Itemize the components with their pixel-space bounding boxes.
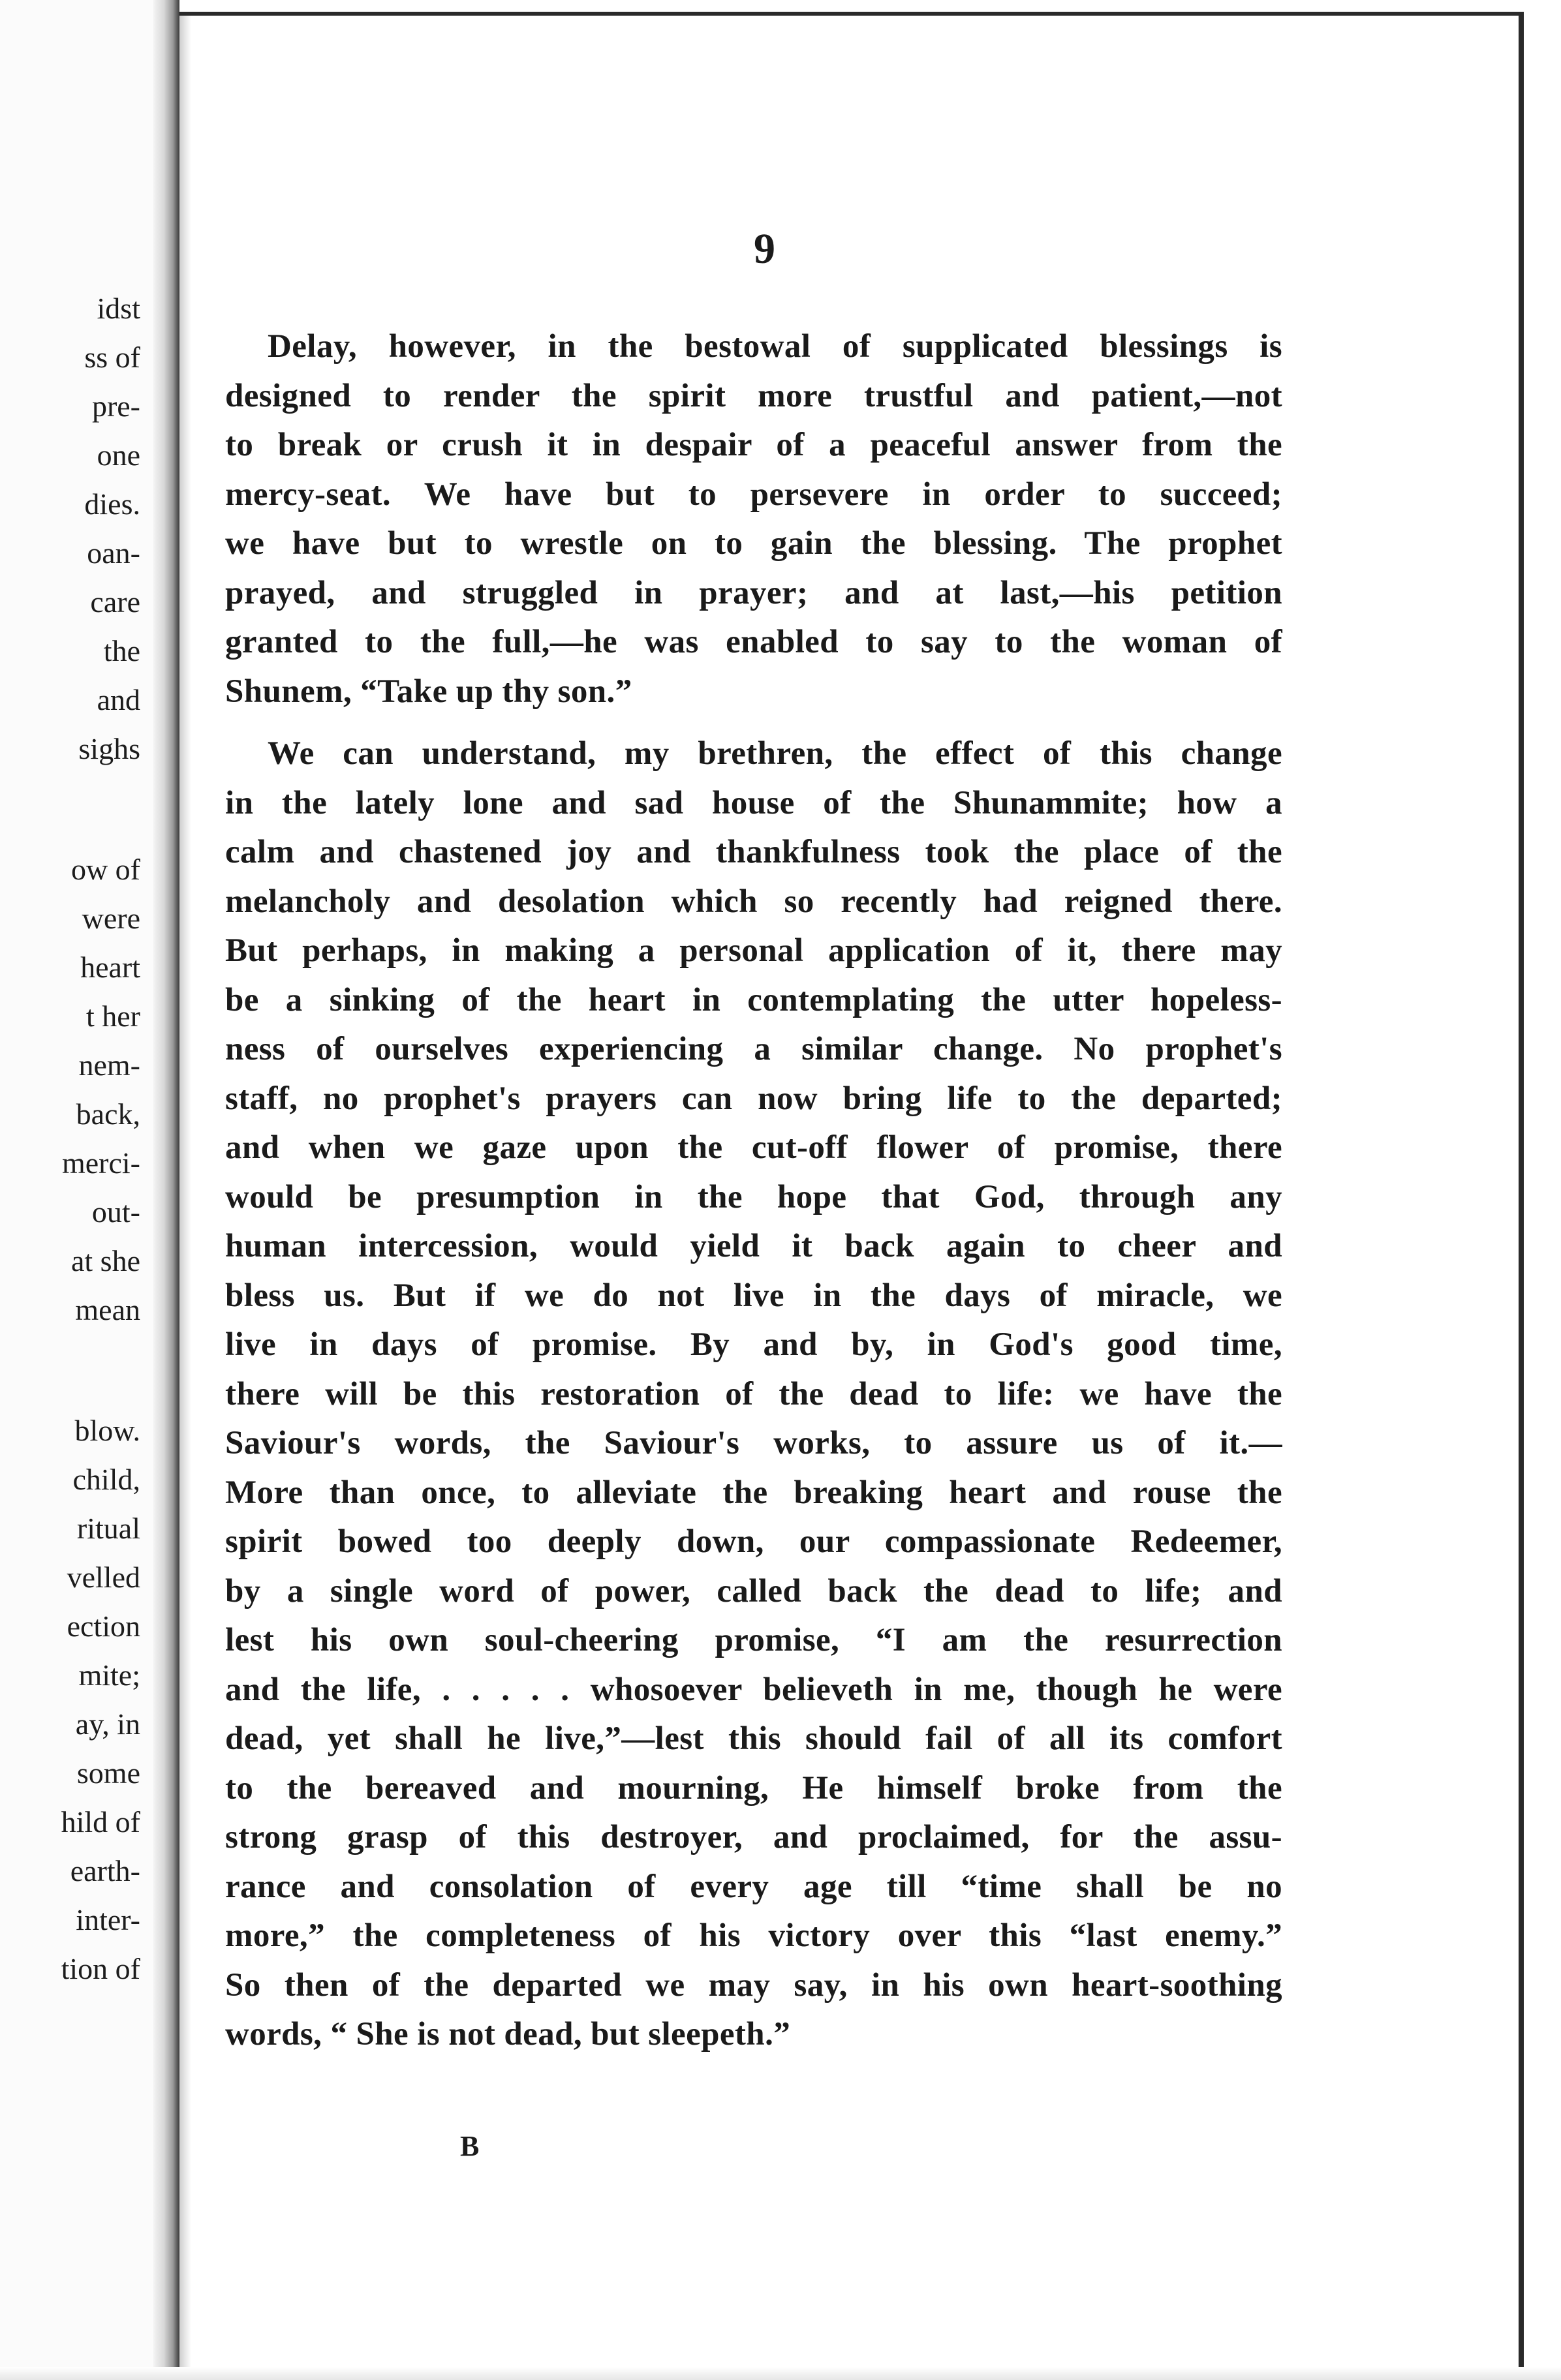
text-line: we have but to wrestle on to gain the blessing. The prophet [225,525,1282,562]
left-page-line: at she [70,1244,140,1277]
left-page-line: care [90,585,140,618]
text-line: there will be this restoration of the dead to life: we have the [225,1375,1282,1412]
text-line: melancholy and desolation which so recently had reigned there. [225,883,1282,920]
text-line: prayed, and struggled in prayer; and at last,—his petition [225,574,1282,611]
text-line: mercy-seat. We have but to persevere in order to succeed; [225,476,1282,513]
text-line: live in days of promise. By and by, in God's good time, [225,1326,1282,1363]
left-page-line: ss of [84,341,140,374]
paragraph-gap [225,716,1282,729]
left-page-line: heart [80,951,140,984]
left-page-line: dies. [84,487,140,521]
text-line: Delay, however, in the bestowal of supplicated blessings is [268,328,1282,365]
right-page [179,12,1524,2367]
left-page-line: some [76,1756,140,1790]
left-page-line: mite; [78,1658,140,1692]
left-page-line: nem- [78,1048,140,1082]
left-page-line: child, [72,1463,140,1496]
text-line: spirit bowed too deeply down, our compassionate Redeemer, [225,1523,1282,1560]
text-line: So then of the departed we may say, in his own heart-soothing [225,1966,1282,2004]
left-page-fragment [0,0,179,2380]
text-line: More than once, to alleviate the breaking heart and rouse the [225,1474,1282,1511]
text-line: Saviour's words, the Saviour's works, to assure us of it.— [225,1425,1282,1461]
text-line: ness of ourselves experiencing a similar change. No prophet's [225,1031,1282,1067]
signature-mark: B [460,2130,480,2162]
left-page-line: merci- [61,1146,140,1180]
text-line: bless us. But if we do not live in the days of miracle, we [225,1277,1282,1314]
left-page-line: ection [67,1610,140,1643]
page-shadow [179,16,191,2367]
left-page-line: out- [91,1195,140,1228]
left-page-line: velled [67,1561,140,1594]
scan-bottom-edge [0,2367,1561,2380]
text-line: more,” the completeness of his victory over this “last enemy.” [225,1917,1282,1954]
text-line: dead, yet shall he live,”—lest this should fail of all its comfort [225,1720,1282,1757]
text-line: strong grasp of this destroyer, and proclaimed, for the assu- [225,1819,1282,1855]
left-page-line: the [103,634,140,667]
text-line: designed to render the spirit more trustful and patient,—not [225,377,1282,414]
left-page-line: oan- [87,536,140,570]
text-line: rance and consolation of every age till “time shall be no [225,1868,1282,1905]
paragraph-1 [225,322,1282,716]
body-text [225,322,1282,2060]
text-line: and when we gaze upon the cut-off flower of promise, there [225,1129,1282,1166]
left-page-line: t her [85,999,140,1033]
text-line: calm and chastened joy and thankfulness took the place of the [225,834,1282,870]
left-page-line: inter- [76,1903,140,1936]
text-line: human intercession, would yield it back again to cheer and [225,1228,1282,1264]
text-line: would be presumption in the hope that God, through any [225,1178,1282,1215]
text-line: lest his own soul-cheering promise, “I am the resurrection [225,1622,1282,1658]
left-page-line: and [97,683,140,716]
text-line: by a single word of power, called back the dead to life; and [225,1572,1282,1610]
left-page-line: ow of [70,853,140,886]
left-page-line: sighs [78,732,140,765]
text-line: to break or crush it in despair of a peaceful answer from the [225,427,1282,463]
text-line: be a sinking of the heart in contemplating the utter hopeless- [225,981,1282,1018]
left-page-line: one [97,438,140,472]
text-line: words, “ She is not dead, but sleepeth.” [225,2016,791,2052]
left-page-line: ay, in [75,1707,140,1741]
left-page-line: pre- [91,389,140,423]
text-line: staff, no prophet's prayers can now bring life to the departed; [225,1080,1282,1117]
text-line: We can understand, my brethren, the effect of this change [268,735,1282,772]
left-page-line: blow. [74,1414,140,1447]
left-page-line: hild of [61,1805,140,1838]
text-line: Shunem, “Take up thy son.” [225,673,632,710]
left-page-line: mean [75,1293,140,1326]
text-line: granted to the full,—he was enabled to say to the woman of [225,624,1282,660]
left-page-line: ritual [76,1512,140,1545]
left-page-line: tion of [61,1952,140,1985]
left-page-line: earth- [70,1854,140,1887]
page-number: 9 [754,225,775,273]
text-line: and the life, . . . . . whosoever believeth in me, though he were [225,1671,1282,1708]
left-page-line: were [82,902,140,935]
book-gutter [153,0,179,2380]
text-line: in the lately lone and sad house of the Shunammite; how a [225,784,1282,821]
paragraph-2 [225,729,1282,2060]
left-page-line: idst [97,292,140,325]
left-page-line: back, [76,1097,140,1131]
text-line: But perhaps, in making a personal application of it, there may [225,932,1282,969]
text-line: to the bereaved and mourning, He himself broke from the [225,1769,1282,1807]
